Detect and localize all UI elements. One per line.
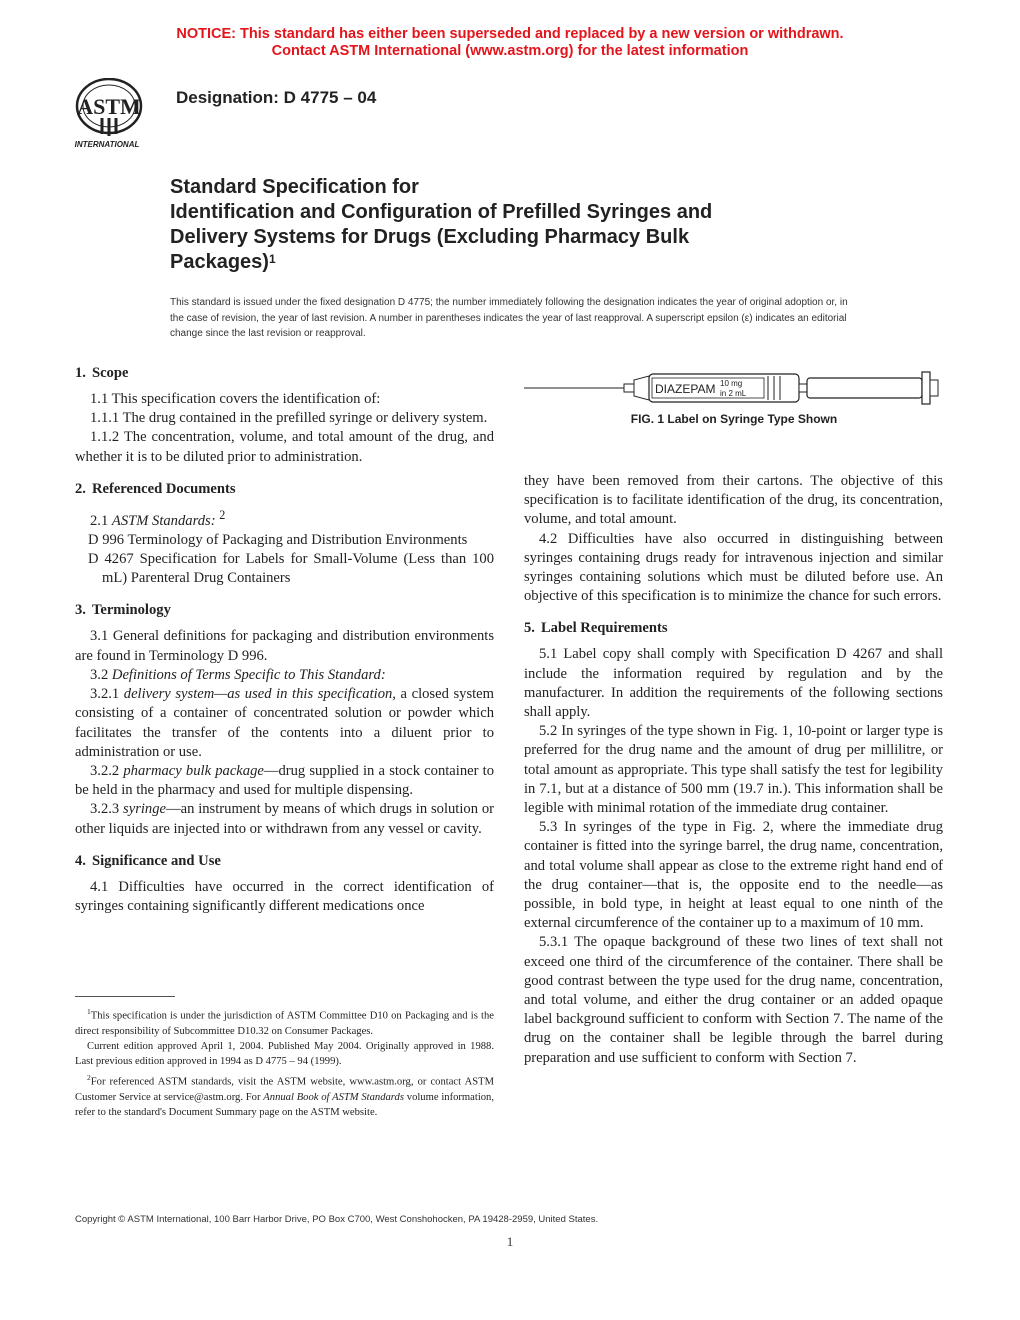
syringe-plunger — [807, 378, 922, 398]
label-drug-name: DIAZEPAM — [655, 382, 716, 396]
notice-line-1: NOTICE: This standard has either been superseded and replaced by a new version or withdrawn. — [176, 26, 844, 42]
footnote-1: $^1$This specification is under the jurisdiction of ASTM Committee D10 on Packaging and is the direct responsibility of Subcommittee D10.32 on Consumer Packages. — [75, 1007, 494, 1037]
notice-line-2: Contact ASTM International (www.astm.org) for the latest information — [271, 43, 749, 59]
issued-note: This standard is issued under the fixed designation D 4775; the number immediately following the designation indicates the year of original adoption or, in the case of revision, the year of last revision. A number in parentheses indicates the year of last reapproval. A superscript epsilon (ε) indicates an editorial change since the last revision or reapproval. — [170, 297, 848, 339]
title-footnote-mark: 1 — [268, 252, 276, 266]
label-dose-bottom: in 2 mL — [720, 389, 747, 398]
title-line-2: Identification and Configuration of Prefilled Syringes and — [170, 201, 713, 223]
left-column — [75, 362, 494, 916]
paragraph-5-2: 5.2 In syringes of the type shown in Fig. 1, 10-point or larger type is preferred for the drug name and the amount of drug per millilitre, or total amount as appropriate. This type shall satisfy the test for legibility in 7.1, but at a distance of 500 mm (19.7 in.). This information shall be legible with minimal rotation of the immediate drug container. — [524, 723, 943, 817]
reference-d4267: D 4267 Specification for Labels for Small-Volume (Less than 100 mL) Parenteral Drug Containers — [88, 551, 494, 587]
title-line-3: Delivery Systems for Drugs (Excluding Pharmacy Bulk — [170, 226, 690, 248]
paragraph-3-2-3: 3.2.3 syringe—an instrument by means of which drugs in solution or other liquids are injected into or withdrawn from any vessel or cavity. — [75, 801, 494, 837]
section-heading-terminology: 3. Terminology — [75, 602, 171, 619]
label-dose-top: 10 mg — [720, 379, 743, 388]
paragraph-3-2-1: 3.2.1 delivery system—as used in this specification, a closed system consisting of a container of concentrated solution or powder which facilitates the transfer of the contents into a diluent prior to administration or use. — [75, 686, 495, 760]
paragraph-3-1: 3.1 General definitions for packaging and distribution environments are found in Terminology D 996. — [75, 628, 494, 664]
paragraph-1-1: 1.1 This specification covers the identification of: — [90, 391, 381, 407]
paragraph-3-2: 3.2 Definitions of Terms Specific to This Standard: — [90, 666, 386, 683]
logo-subtext: INTERNATIONAL — [74, 140, 140, 149]
section-heading-referenced-documents: 2. Referenced Documents — [75, 480, 236, 497]
paragraph-5-3: 5.3 In syringes of the type in Fig. 2, where the immediate drug container is fitted into the syringe barrel, the drug name, concentration, and total volume shall appear as close to the extreme right hand end of the drug container—that is, the opposite end to the needle—as possible, in bold type, in height at least equal to one ninth of the external circumference of the container up to a maximum of 10 mm. — [524, 819, 943, 932]
paragraph-4-1: 4.1 Difficulties have occurred in the correct identification of syringes containing significantly different medications once — [75, 878, 494, 914]
logo-text: ASTM — [77, 94, 141, 119]
section-heading-label-requirements: 5. Label Requirements — [524, 620, 668, 637]
section-heading-scope: 1. Scope — [75, 365, 129, 381]
paragraph-4-1-continued: they have been removed from their cartons. The objective of this specification is to facilitate identification of the drug, its concentration, volume, and total amount. — [524, 473, 943, 528]
withdrawal-notice — [0, 26, 1020, 60]
paragraph-4-2: 4.2 Difficulties have also occurred in distinguishing between syringes containing drugs ready for intravenous injection and similar syringes containing solutions which must be diluted before use. An objective of this specification is to minimize the chance for such errors. — [524, 530, 943, 605]
right-column — [524, 472, 943, 1068]
footnote-divider — [75, 996, 175, 997]
document-title — [170, 175, 850, 275]
reference-d996: D 996 Terminology of Packaging and Distribution Environments — [88, 531, 468, 548]
paragraph-2-1: 2.1 ASTM Standards: $^2$ — [90, 507, 226, 529]
figure-caption: FIG. 1 Label on Syringe Type Shown — [630, 412, 838, 426]
footnotes — [75, 1004, 494, 1120]
designation: Designation: D 4775 – 04 — [176, 88, 377, 107]
copyright-line: Copyright © ASTM International, 100 Barr Harbor Drive, PO Box C700, West Conshohocken, PA 19428-2959, United States. — [75, 1214, 599, 1225]
syringe-figure — [524, 368, 944, 408]
title-line-4: Packages)$^1$ — [170, 251, 276, 273]
page-number: 1 — [506, 1234, 514, 1249]
paragraph-3-2-2: 3.2.2 pharmacy bulk package—drug supplied in a stock container to be held in the pharmacy and used for multiple dispensing. — [75, 762, 494, 799]
astm-logo-icon — [62, 78, 162, 150]
title-line-1: Standard Specification for — [170, 176, 419, 198]
paragraph-1-1-2: 1.1.2 The concentration, volume, and total amount of the drug, and whether it is to be diluted prior to administration. — [75, 429, 494, 465]
section-heading-significance: 4. Significance and Use — [75, 852, 221, 869]
paragraph-1-1-1: 1.1.1 The drug contained in the prefilled syringe or delivery system. — [90, 410, 488, 427]
paragraph-5-3-1: 5.3.1 The opaque background of these two lines of text shall not exceed one third of the circumference of the container. There shall be good contrast between the type used for the drug name, concentration, and total volume, and either the drug container or an added opaque label background sufficient to conform with Section 7. The name of the drug on the container shall be legible through the barrel during preparation and use sufficient to conform with Section 7. — [524, 934, 943, 1066]
footnote-2: $^2$For referenced ASTM standards, visit the ASTM website, www.astm.org, or contact ASTM Customer Service at service@astm.org. For Annual Book of ASTM Standards volume information, refer to the standard's Document Summary page on the ASTM website. — [75, 1072, 495, 1118]
footnote-1-approval: Current edition approved April 1, 2004. Published May 2004. Originally approved in 1988. Last previous edition approved in 1994 as D 4775 – 94 (1999). — [75, 1041, 494, 1068]
paragraph-5-1: 5.1 Label copy shall comply with Specification D 4267 and shall include the information required by regulation and by the manufacturer. In addition the requirements of the following sections shall apply. — [524, 646, 943, 721]
